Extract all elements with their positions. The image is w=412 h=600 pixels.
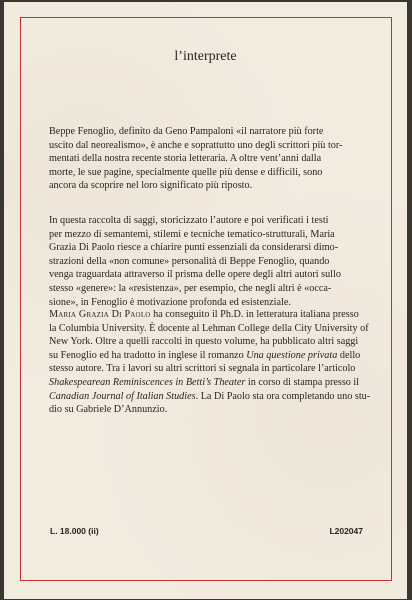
- novel-title: Una questione privata: [246, 349, 338, 361]
- bio-text: dello: [337, 349, 361, 361]
- text-line: mentati della nostra recente storia letteraria. A oltre vent’anni dalla: [49, 153, 322, 165]
- paragraph-essays: [49, 214, 379, 309]
- price-label: L. 18.000 (ii): [50, 526, 99, 536]
- text-line: [49, 308, 379, 322]
- text-line: morte, le sue pagine, specialmente quelle più dense e difficili, sono: [49, 166, 323, 178]
- bio-text: su Fenoglio ed ha tradotto in inglese il romanzo: [49, 349, 247, 361]
- text-line: dio su Gabriele D’Annunzio.: [49, 404, 168, 416]
- text-line: In questa raccolta di saggi, storicizzato l’autore e poi verificati i testi: [49, 215, 329, 226]
- journal-title: Canadian Journal of Italian Studies: [49, 390, 196, 402]
- text-line: strazioni della «non comune» personalità di Beppe Fenoglio, quando: [49, 255, 330, 267]
- text-line: per mezzo di semantemi, stilemi e tecniche tematico-strutturali, Maria: [49, 228, 335, 240]
- paragraph-intro: [49, 125, 379, 193]
- text-line: [49, 349, 379, 363]
- text-line: [49, 376, 379, 390]
- paragraph-author-bio: [49, 308, 379, 417]
- book-back-cover: [4, 2, 407, 599]
- text-line: sione», in Fenoglio è motivazione profonda ed esistenziale.: [49, 296, 291, 308]
- text-line: stesso autore. Tra i lavori su altri scrittori si segnala in particolare l’articolo: [49, 363, 356, 375]
- series-title: l’interprete: [174, 49, 237, 64]
- bio-text: ha conseguito il Ph.D. in letteratura italiana presso: [150, 309, 359, 320]
- text-line: venga traguardata attraverso il prisma delle opere degli altri autori sullo: [49, 269, 341, 281]
- text-line: Beppe Fenoglio, definito da Geno Pampaloni «il narratore più forte: [49, 126, 324, 137]
- text-line: uscito dal neorealismo», è anche e soprattutto uno degli scrittori più tor-: [49, 139, 343, 151]
- text-line: stesso «genere»: la «resistenza», per esempio, che negli altri è «occa-: [49, 282, 332, 294]
- text-line: Grazia Di Paolo riesce a chiarire punti essenziali da considerarsi dimo-: [49, 242, 339, 254]
- bio-text: . La Di Paolo sta ora completando uno stu-: [195, 390, 371, 402]
- text-line: New York. Oltre a quelli raccolti in questo volume, ha pubblicato altri saggi: [49, 336, 359, 348]
- article-title: Shakespearean Reminiscences in Betti’s Theater: [49, 376, 246, 388]
- text-line: la Columbia University. È docente al Lehman College della City University of: [49, 322, 369, 334]
- author-name: Maria Grazia Di Paolo: [49, 309, 151, 320]
- bio-text: in corso di stampa presso il: [245, 376, 360, 388]
- text-line: [49, 390, 379, 404]
- catalog-code: L202047: [329, 526, 363, 536]
- text-line: ancora da scoprire nel loro significato più riposto.: [49, 180, 253, 192]
